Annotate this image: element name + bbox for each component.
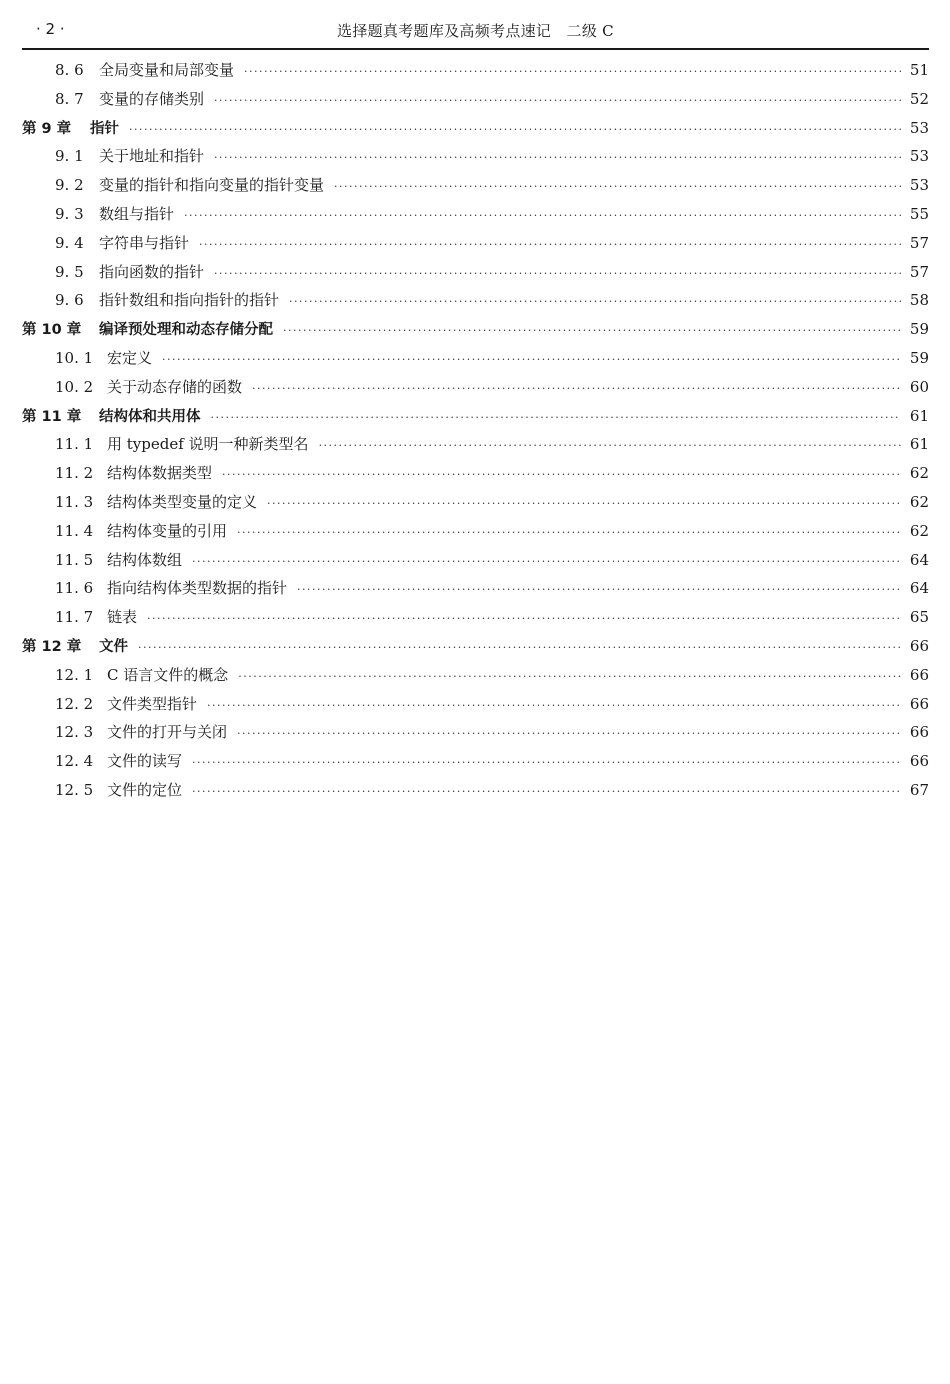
page-header	[22, 14, 929, 50]
section-title: 结构体数组	[107, 550, 183, 569]
dot-leader	[207, 692, 901, 721]
section-number: 9. 3	[55, 204, 84, 223]
section-title: 宏定义	[107, 348, 153, 367]
section-title: 数组与指针	[99, 204, 175, 223]
dot-leader	[289, 288, 901, 317]
section-number: 11. 5	[55, 550, 94, 569]
page-reference: 66	[909, 752, 929, 771]
section-number: 12. 4	[55, 752, 94, 771]
dot-leader	[192, 749, 901, 778]
section-number: 9. 6	[55, 291, 84, 310]
toc-chapter-entry	[22, 114, 929, 143]
section-title: 用 typedef 说明一种新类型名	[107, 435, 309, 454]
section-title: 结构体数据类型	[107, 464, 213, 483]
toc-section-entry	[22, 171, 929, 200]
toc-section-entry	[22, 344, 929, 373]
dot-leader	[184, 202, 901, 231]
chapter-title: 编译预处理和动态存储分配	[99, 322, 273, 339]
page-reference: 60	[909, 377, 929, 396]
section-title: 变量的指针和指向变量的指针变量	[99, 176, 325, 195]
dot-leader	[162, 346, 901, 375]
page-reference: 66	[909, 636, 929, 655]
running-title: 选择题真考题库及高频考点速记 二级 C	[337, 22, 614, 40]
dot-leader	[211, 404, 902, 433]
page-reference: 53	[909, 118, 929, 137]
section-number: 9. 2	[55, 176, 84, 195]
section-title: C 语言文件的概念	[107, 665, 229, 684]
page-reference: 53	[909, 176, 929, 195]
chapter-number: 第 9 章	[22, 120, 72, 137]
toc-chapter-entry	[22, 402, 929, 431]
page-reference: 66	[909, 694, 929, 713]
toc-section-entry	[22, 286, 929, 315]
chapter-number: 第 10 章	[22, 322, 82, 339]
page-reference: 64	[909, 579, 929, 598]
section-number: 9. 4	[55, 233, 84, 252]
section-title: 字符串与指针	[99, 233, 190, 252]
section-number: 11. 3	[55, 492, 94, 511]
dot-leader	[244, 58, 901, 87]
dot-leader	[237, 720, 901, 749]
section-number: 11. 2	[55, 464, 94, 483]
page-reference: 58	[909, 291, 929, 310]
toc-section-entry	[22, 229, 929, 258]
dot-leader	[334, 173, 901, 202]
chapter-title: 结构体和共用体	[99, 408, 201, 425]
section-title: 文件的打开与关闭	[107, 723, 228, 742]
page-number: · 2 ·	[36, 20, 65, 38]
dot-leader	[147, 605, 901, 634]
page-reference: 67	[909, 780, 929, 799]
dot-leader	[297, 576, 901, 605]
toc-section-entry	[22, 200, 929, 229]
section-title: 关于动态存储的函数	[107, 377, 243, 396]
toc-section-entry	[22, 85, 929, 114]
toc-section-entry	[22, 517, 929, 546]
toc-section-entry	[22, 142, 929, 171]
section-number: 11. 1	[55, 435, 94, 454]
section-number: 9. 5	[55, 262, 84, 281]
dot-leader	[129, 116, 901, 145]
dot-leader	[138, 634, 901, 663]
toc-section-entry	[22, 747, 929, 776]
page-reference: 59	[909, 348, 929, 367]
toc-section-entry	[22, 488, 929, 517]
toc-section-entry	[22, 430, 929, 459]
section-title: 文件类型指针	[107, 694, 198, 713]
section-title: 变量的存储类别	[99, 89, 205, 108]
section-title: 指向结构体类型数据的指针	[107, 579, 288, 598]
section-number: 12. 2	[55, 694, 94, 713]
toc-section-entry	[22, 718, 929, 747]
page-reference: 62	[909, 521, 929, 540]
page-reference: 57	[909, 233, 929, 252]
section-title: 结构体变量的引用	[107, 521, 228, 540]
dot-leader	[252, 375, 901, 404]
toc-section-entry	[22, 459, 929, 488]
section-number: 11. 6	[55, 579, 94, 598]
section-title: 文件的定位	[107, 780, 183, 799]
dot-leader	[283, 317, 901, 346]
toc-section-entry	[22, 661, 929, 690]
page-reference: 53	[909, 147, 929, 166]
page-reference: 65	[909, 608, 929, 627]
section-title: 指向函数的指针	[99, 262, 205, 281]
toc-section-entry	[22, 690, 929, 719]
page-reference: 61	[909, 435, 929, 454]
page-reference: 62	[909, 464, 929, 483]
section-number: 10. 2	[55, 377, 94, 396]
chapter-number: 第 12 章	[22, 638, 82, 655]
section-title: 全局变量和局部变量	[99, 61, 235, 79]
page-reference: 66	[909, 723, 929, 742]
dot-leader	[222, 461, 901, 490]
section-title: 结构体类型变量的定义	[107, 492, 258, 511]
section-number: 8. 6	[55, 61, 84, 79]
section-number: 11. 4	[55, 521, 94, 540]
page-reference: 66	[909, 665, 929, 684]
dot-leader	[267, 490, 901, 519]
dot-leader	[238, 663, 901, 692]
toc-section-entry	[22, 776, 929, 805]
toc-section-entry	[22, 258, 929, 287]
section-number: 8. 7	[55, 89, 84, 108]
section-number: 12. 3	[55, 723, 94, 742]
section-title: 指针数组和指向指针的指针	[99, 291, 280, 310]
section-number: 11. 7	[55, 608, 94, 627]
page-reference: 52	[909, 89, 929, 108]
dot-leader	[214, 87, 901, 116]
toc-section-entry	[22, 574, 929, 603]
dot-leader	[214, 260, 901, 289]
dot-leader	[319, 432, 901, 461]
page-reference: 64	[909, 550, 929, 569]
page-reference: 57	[909, 262, 929, 281]
dot-leader	[237, 519, 901, 548]
dot-leader	[192, 778, 901, 807]
page-reference: 59	[909, 320, 929, 339]
page-reference: 55	[909, 204, 929, 223]
section-number: 9. 1	[55, 147, 84, 166]
section-title: 文件的读写	[107, 752, 183, 771]
toc-section-entry	[22, 373, 929, 402]
page-reference: 51	[909, 61, 929, 79]
toc-section-entry	[22, 603, 929, 632]
dot-leader	[214, 144, 901, 173]
page-reference: 61	[909, 406, 929, 425]
toc-section-entry	[22, 546, 929, 575]
chapter-title: 指针	[90, 120, 119, 137]
toc-chapter-entry	[22, 315, 929, 344]
table-of-contents	[22, 56, 929, 805]
chapter-title: 文件	[99, 638, 128, 655]
section-number: 10. 1	[55, 348, 94, 367]
toc-section-entry	[22, 56, 929, 85]
chapter-number: 第 11 章	[22, 408, 82, 425]
section-title: 链表	[107, 608, 138, 627]
dot-leader	[192, 548, 901, 577]
section-number: 12. 5	[55, 780, 94, 799]
toc-chapter-entry	[22, 632, 929, 661]
section-title: 关于地址和指针	[99, 147, 205, 166]
dot-leader	[199, 231, 901, 260]
section-number: 12. 1	[55, 665, 94, 684]
page-reference: 62	[909, 492, 929, 511]
